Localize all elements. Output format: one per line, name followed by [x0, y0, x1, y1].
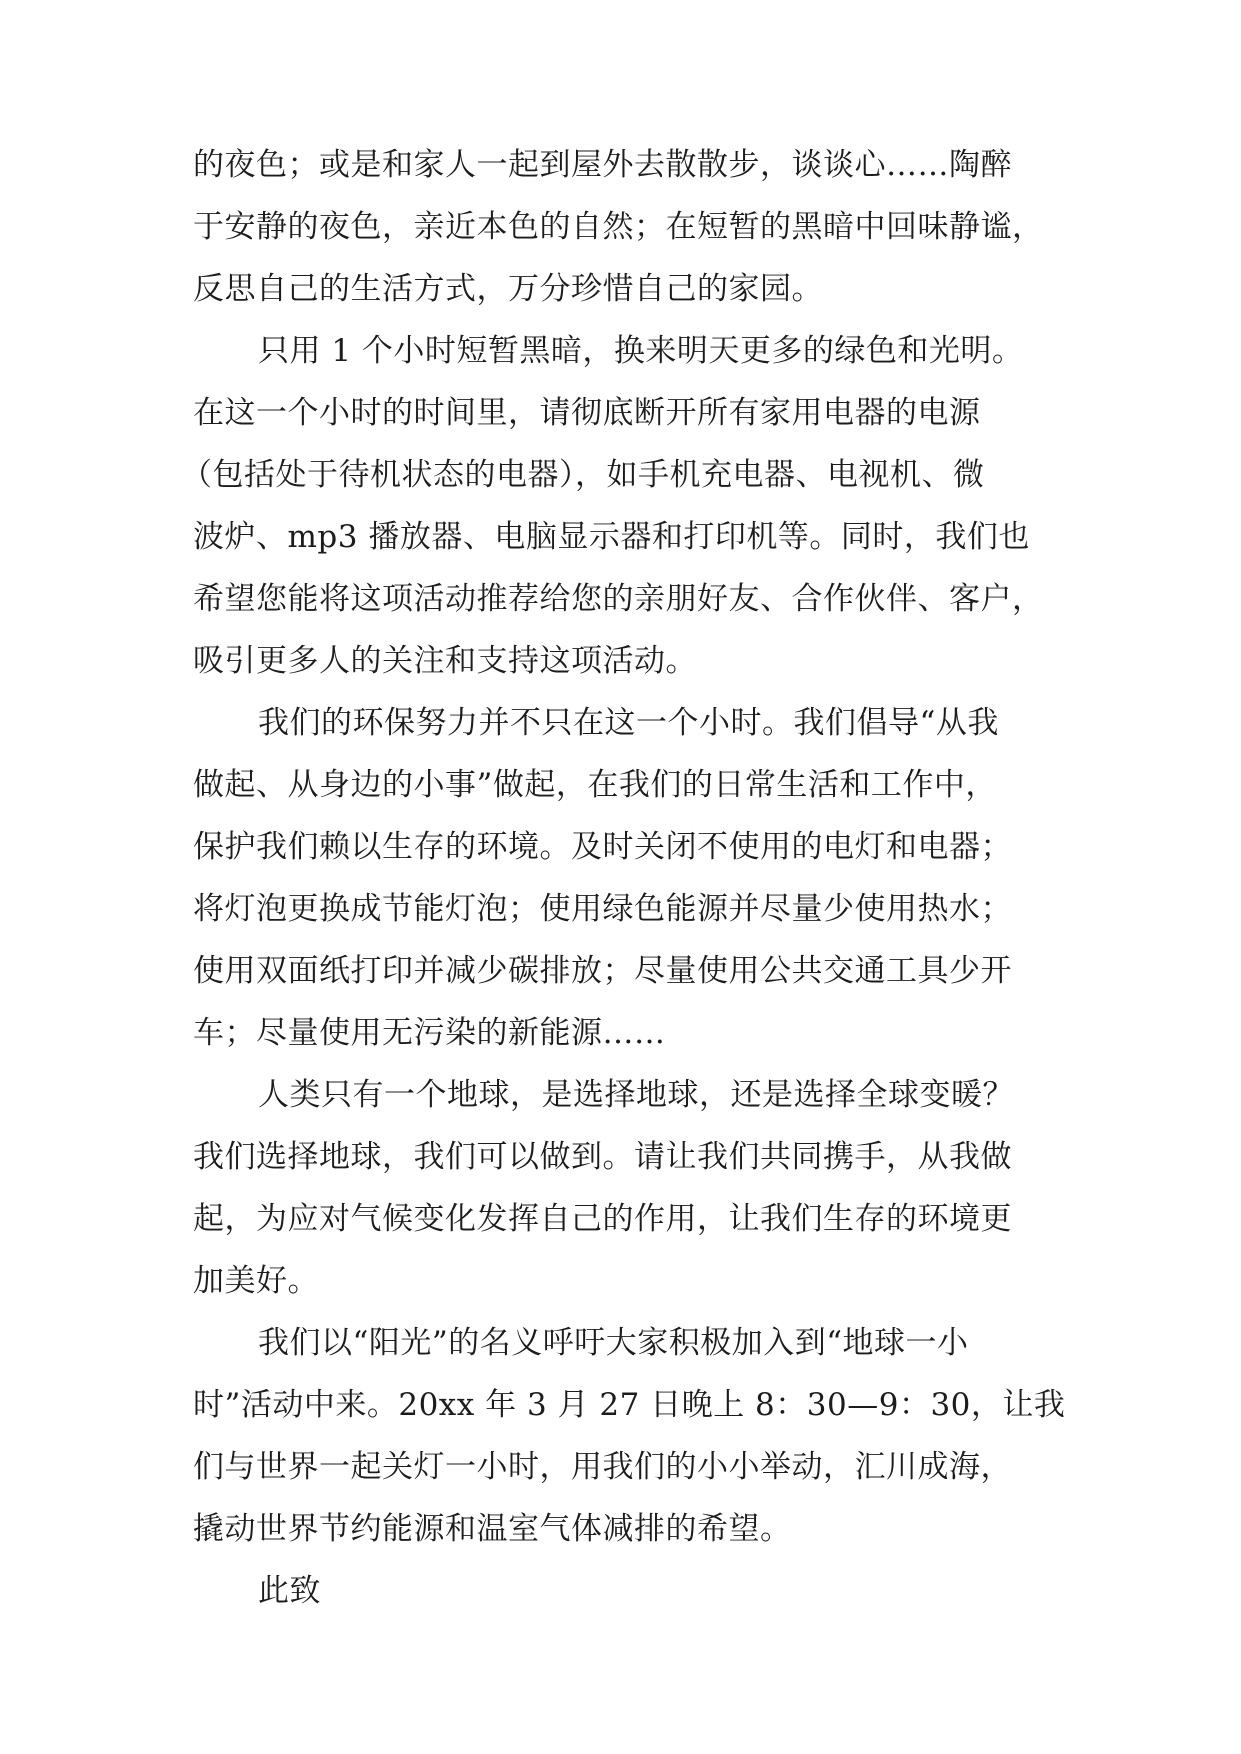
text-line: 撬动世界节约能源和温室气体减排的希望。 — [193, 1511, 792, 1547]
text-line: 波炉、mp3 播放器、电脑显示器和打印机等。同时，我们也 — [193, 519, 1030, 555]
text-line: 做起、从身边的小事”做起，在我们的日常生活和工作中， — [193, 767, 997, 803]
text-line: 的夜色；或是和家人一起到屋外去散散步，谈谈心……陶醉 — [193, 147, 1012, 183]
text-line: 保护我们赖以生存的环境。及时关闭不使用的电灯和电器； — [193, 829, 1012, 865]
paragraph-start-line: 我们以“阳光”的名义呼吁大家积极加入到“地球一小 — [258, 1325, 969, 1361]
closing-salutation: 此致 — [258, 1573, 321, 1609]
text-line: 们与世界一起关灯一小时，用我们的小小举动，汇川成海， — [193, 1449, 1012, 1485]
text-line: 时”活动中来。20xx 年 3 月 27 日晚上 8：30—9：30，让我 — [193, 1387, 1066, 1423]
text-line: 于安静的夜色，亲近本色的自然；在短暂的黑暗中回味静谧， — [193, 209, 1044, 245]
text-line: 将灯泡更换成节能灯泡；使用绿色能源并尽量少使用热水； — [193, 891, 1012, 927]
paragraph-start-line: 我们的环保努力并不只在这一个小时。我们倡导“从我 — [258, 705, 999, 741]
text-line: 车；尽量使用无污染的新能源…… — [193, 1015, 666, 1051]
text-line: 加美好。 — [193, 1263, 319, 1299]
text-line: 希望您能将这项活动推荐给您的亲朋好友、合作伙伴、客户， — [193, 581, 1044, 617]
text-line: （包括处于待机状态的电器），如手机充电器、电视机、微 — [181, 457, 985, 493]
paragraph-start-line: 人类只有一个地球，是选择地球，还是选择全球变暖？ — [258, 1077, 1014, 1113]
paragraph-start-line: 只用 1 个小时短暂黑暗，换来明天更多的绿色和光明。 — [258, 333, 1024, 369]
text-line: 吸引更多人的关注和支持这项活动。 — [193, 643, 697, 679]
text-line: 在这一个小时的时间里，请彻底断开所有家用电器的电源 — [193, 395, 981, 431]
text-line: 反思自己的生活方式，万分珍惜自己的家园。 — [193, 271, 823, 307]
text-line: 我们选择地球，我们可以做到。请让我们共同携手，从我做 — [193, 1139, 1012, 1175]
text-line: 起，为应对气候变化发挥自己的作用，让我们生存的环境更 — [193, 1201, 1012, 1237]
text-line: 使用双面纸打印并减少碳排放；尽量使用公共交通工具少开 — [193, 953, 1012, 989]
